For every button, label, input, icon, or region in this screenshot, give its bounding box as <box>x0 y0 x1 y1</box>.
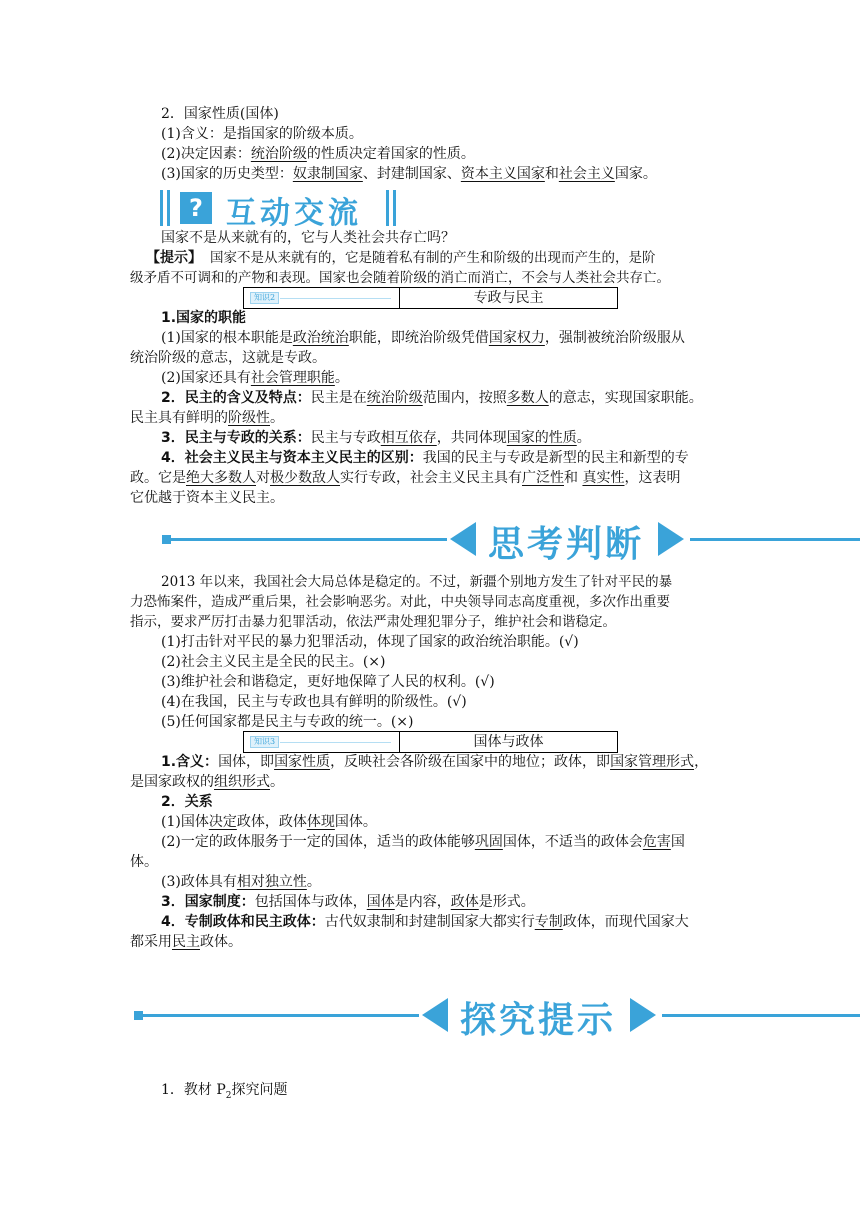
paragraph-line: (2)决定因素：统治阶级的性质决定着国家的性质。 <box>161 146 475 162</box>
judge-item: (5)任何国家都是民主与专政的统一。(×) <box>161 714 414 730</box>
arrow-left-icon <box>422 998 448 1032</box>
section-heading: 1.国家的职能 <box>161 310 247 326</box>
paragraph-line: 都采用民主政体。 <box>130 934 242 950</box>
think-judge-banner <box>158 512 860 566</box>
arrow-right-icon <box>630 998 656 1032</box>
paragraph-line: 3．国家制度：包括国体与政体，国体是内容，政体是形式。 <box>161 894 535 910</box>
hint-line: 【提示】 国家不是从来就有的，它是随着私有制的产生和阶级的出现而产生的，是阶 <box>146 250 656 266</box>
interactive-exchange-banner <box>160 190 400 231</box>
section-heading: 2．关系 <box>161 794 213 810</box>
knowledge-point-box <box>243 731 618 753</box>
banner-title: 思考判断 <box>488 524 645 565</box>
judge-item: (2)社会主义民主是全民的民主。(×) <box>161 654 386 670</box>
banner-title: 互动交流 <box>226 196 362 231</box>
judge-item: (3)维护社会和谐稳定，更好地保障了人民的权利。(√) <box>161 674 495 690</box>
paragraph-line: 4．专制政体和民主政体：古代奴隶制和封建制国家大都实行专制政体，而现代国家大 <box>161 914 689 930</box>
question-text: 国家不是从来就有的，它与人类社会共存亡吗？ <box>161 230 455 246</box>
paragraph-line: 指示，要求严厉打击暴力犯罪活动，依法严肃处理犯罪分子，维护社会和谐稳定。 <box>130 614 616 630</box>
paragraph-line: 它优越于资本主义民主。 <box>130 490 284 506</box>
paragraph-line: 4．社会主义民主与资本主义民主的区别：我国的民主与专政是新型的民主和新型的专 <box>161 450 689 466</box>
knowledge-title: 专政与民主 <box>473 290 544 306</box>
knowledge-title: 国体与政体 <box>473 734 544 750</box>
knowledge-point-box <box>243 287 618 309</box>
judge-item: (4)在我国，民主与专政也具有鲜明的阶级性。(√) <box>161 694 467 710</box>
knowledge-tag: 知识2 <box>250 292 279 304</box>
hint-label: 【提示】 <box>146 250 202 266</box>
hint-line: 级矛盾不可调和的产物和表现。国家也会随着阶级的消亡而消亡，不会与人类社会共存亡。 <box>130 270 670 286</box>
section-heading: 2．国家性质(国体) <box>161 106 279 122</box>
question-mark-icon: ? <box>180 192 212 224</box>
judge-item: (1)打击针对平民的暴力犯罪活动，体现了国家的政治统治职能。(√) <box>161 634 579 650</box>
paragraph-line: 1．教材 $P_2$探究问题 <box>161 1082 288 1101</box>
paragraph-line: (1)含义：是指国家的阶级本质。 <box>161 126 363 142</box>
paragraph-line: 2．民主的含义及特点：民主是在统治阶级范围内，按照多数人的意志，实现国家职能。 <box>161 390 703 406</box>
paragraph-line: 是国家政权的组织形式。 <box>130 774 284 790</box>
paragraph-line: (2)国家还具有社会管理职能。 <box>161 370 349 386</box>
arrow-right-icon <box>658 522 684 556</box>
paragraph-line: 3．民主与专政的关系：民主与专政相互依存，共同体现国家的性质。 <box>161 430 591 446</box>
paragraph-line: (2)一定的政体服务于一定的国体，适当的政体能够巩固国体，不适当的政体会危害国 <box>161 834 685 850</box>
explore-hint-banner <box>130 988 860 1042</box>
paragraph-line: 2013 年以来，我国社会大局总体是稳定的。不过，新疆个别地方发生了针对平民的暴 <box>161 574 673 590</box>
paragraph-line: 力恐怖案件，造成严重后果，社会影响恶劣。对此，中央领导同志高度重视，多次作出重要 <box>130 594 670 610</box>
paragraph-line: (3)政体具有相对独立性。 <box>161 874 321 890</box>
paragraph-line: (1)国体决定政体，政体体现国体。 <box>161 814 377 830</box>
knowledge-tag: 知识3 <box>250 736 279 748</box>
paragraph-line: 政。它是绝大多数人对极少数敌人实行专政，社会主义民主具有广泛性和 真实性，这表明 <box>130 470 681 486</box>
paragraph-line: 1.含义：国体，即国家性质，反映社会各阶级在国家中的地位；政体，即国家管理形式， <box>161 754 709 770</box>
paragraph-line: 民主具有鲜明的阶级性。 <box>130 410 284 426</box>
paragraph-line: 统治阶级的意志，这就是专政。 <box>130 350 326 366</box>
paragraph-line: 体。 <box>130 854 158 870</box>
banner-title: 探究提示 <box>460 1000 617 1041</box>
paragraph-line: (1)国家的根本职能是政治统治职能，即统治阶级凭借国家权力，强制被统治阶级服从 <box>161 330 685 346</box>
paragraph-line: (3)国家的历史类型：奴隶制国家、封建制国家、资本主义国家和社会主义国家。 <box>161 166 657 182</box>
arrow-left-icon <box>450 522 476 556</box>
